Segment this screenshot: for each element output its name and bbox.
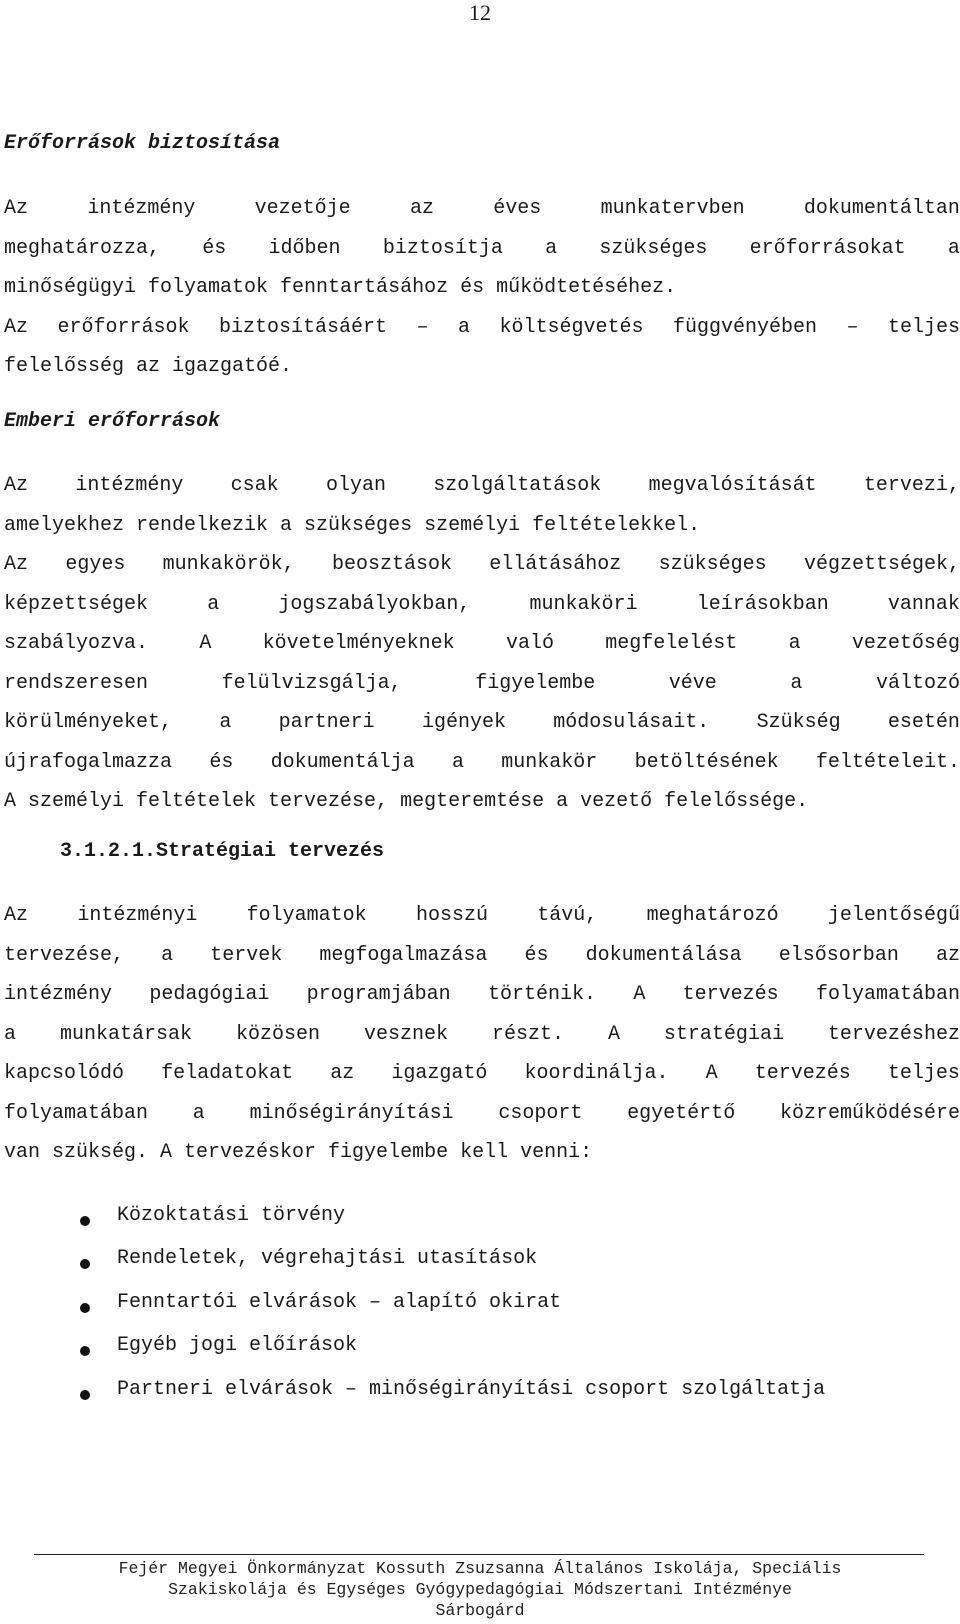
word: rendszeresen [4,671,149,695]
word: partneri [278,711,375,734]
word: újrafogalmazza [4,750,173,774]
word: koordinálja. [524,1062,669,1085]
word: Az [4,315,29,339]
word: intézmény [87,197,196,220]
word: munkakör [501,750,598,774]
word: Az [4,904,29,927]
word: betöltésének [634,750,779,774]
text-line [4,1015,960,1055]
word: figyelembe [475,671,596,695]
word: dokumentálása [585,943,742,967]
paragraph-human-resources [4,466,960,822]
bullet-icon [80,1390,90,1400]
word: erőforrások [57,315,190,339]
word: igazgató [391,1062,488,1085]
text-line [4,189,960,229]
word: minőségirányítási [249,1101,454,1125]
word: dokumentáltan [803,197,960,220]
word: dokumentálja [270,750,415,774]
text-line [4,896,960,936]
word: szabályozva. [4,632,149,655]
word: a [451,750,464,774]
word: feltételeit. [815,750,960,774]
word: távú, [537,904,598,927]
text-line [4,308,960,348]
word: a [788,632,801,655]
word: vannak [887,592,960,616]
text-line [4,743,960,783]
text-line: van szükség. A tervezéskor figyelembe kell venni: [4,1141,593,1164]
word: a [219,711,232,734]
word: a [790,671,803,695]
word: vesznek [363,1022,448,1046]
word: történik. [487,983,597,1006]
word: képzettségek [4,592,149,616]
word: a [161,943,174,967]
word: és [209,750,234,774]
word: véve [668,671,717,695]
word: megvalósítását [648,474,817,497]
word: biztosításáért [218,315,388,339]
text-line [4,975,960,1015]
word: programjában [306,983,451,1006]
word: megfogalmazása [319,943,488,967]
word: megfelelést [605,632,738,655]
word: beosztások [331,553,452,576]
word: csak [230,474,279,497]
word: az [409,197,434,220]
text-line [4,466,960,506]
word: munkakörök, [162,553,295,576]
word: jelentőségű [827,904,960,927]
word: módosulásait. [553,711,710,734]
word: tervezés [754,1062,851,1085]
word: és [524,943,549,967]
word: csoport [498,1101,583,1125]
word: közreműködésére [779,1101,960,1125]
word: éves [493,197,542,220]
text-line: amelyekhez rendelkezik a szükséges személyi feltételekkel. [4,513,701,537]
word: esetén [887,711,960,734]
paragraph-strategic-planning [4,896,960,1173]
word: folyamatában [4,1101,149,1125]
word: tervezése, [4,943,125,967]
word: való [505,632,554,655]
text-line: A személyi feltételek tervezése, megteremtése a vezető felelőssége. [4,790,809,813]
word: költségvetés [499,315,644,339]
footer-line: Sárbogárd [435,1601,525,1620]
text-line [4,229,960,269]
word: tervezi, [863,474,960,497]
word: szükséges [599,236,708,260]
word: az [935,943,960,967]
word: az [330,1062,355,1085]
word: szolgáltatások [433,474,602,497]
footer-divider [34,1554,924,1555]
word: intézmény [4,983,113,1006]
word: szükséges [658,553,767,576]
text-line [4,1054,960,1094]
word: Az [4,197,29,220]
word: – [846,315,859,339]
word: pedagógiai [149,983,270,1006]
word: körülményeket, [4,711,173,734]
text-line: felelősség az igazgatóé. [4,355,293,378]
word: felülvizsgálja, [221,671,402,695]
footer-line: Szakiskolája és Egységes Gyógypedagógiai Módszertani Intézménye [168,1580,792,1599]
text-line [4,936,960,976]
word: a [457,315,470,339]
word: egyes [65,553,126,576]
paragraph-resources [4,189,960,387]
word: erőforrásokat [749,236,906,260]
word: meghatározza, [4,236,161,260]
text-line [4,1094,960,1134]
word: közösen [235,1022,320,1046]
word: függvényében [672,315,817,339]
word: teljes [887,315,960,339]
word: követelményeknek [262,632,455,655]
word: teljes [887,1062,960,1085]
word: igények [421,711,506,734]
page-footer [0,1558,960,1621]
bullet-icon [80,1346,90,1356]
word: A [607,1022,620,1046]
word: A [705,1062,718,1085]
word: Az [4,553,29,576]
word: változó [875,671,960,695]
word: feladatokat [161,1062,294,1085]
word: a [545,236,558,260]
text-line [4,624,960,664]
page-number: 12 [469,0,491,25]
word: végzettségek, [803,553,960,576]
word: tervek [210,943,283,967]
word: kapcsolódó [4,1062,125,1085]
word: olyan [325,474,386,497]
word: ellátásához [489,553,622,576]
word: intézményi [77,904,198,927]
word: Az [4,474,29,497]
word: leírásokban [696,592,829,616]
word: biztosítja [382,236,503,260]
text-line [4,664,960,704]
word: A [199,632,212,655]
word: meghatározó [646,904,779,927]
bullet-icon [80,1259,90,1269]
text-line: minőségügyi folyamatok fenntartásához és működtetéséhez. [4,276,677,299]
word: vezetője [254,197,351,220]
word: egyetértő [627,1101,736,1125]
section-heading-human-resources: Emberi erőforrások [4,410,221,433]
word: folyamatok [246,904,367,927]
text-line [4,545,960,585]
section-title: Stratégiai tervezés [156,840,385,863]
bullet-icon [80,1303,90,1313]
section-heading-strategic-planning [60,840,384,864]
section-number: 3.1.2.1. [60,840,157,863]
word: intézmény [75,474,184,497]
word: tervezéshez [827,1022,960,1046]
word: a [947,236,960,260]
word: a [207,592,220,616]
word: időben [268,236,341,260]
word: tervezés [682,983,779,1006]
word: munkatársak [59,1022,193,1046]
text-line [4,585,960,625]
word: hosszú [415,904,488,927]
word: vezetőség [851,632,960,655]
word: elsősorban [778,943,899,967]
word: A [633,983,646,1006]
footer-line: Fejér Megyei Önkormányzat Kossuth Zsuzsanna Általános Iskolája, Speciális [118,1559,842,1578]
word: részt. [491,1022,564,1046]
word: munkaköri [529,592,638,616]
word: stratégiai [663,1022,784,1046]
word: Szükség [756,711,841,734]
word: folyamatában [815,983,960,1006]
bullet-icon [80,1216,90,1226]
word: – [416,315,429,339]
word: munkatervben [600,197,745,220]
section-heading-resources: Erőforrások biztosítása [4,132,281,155]
word: a [192,1101,205,1125]
text-line [4,703,960,743]
word: jogszabályokban, [278,592,471,616]
word: és [202,236,227,260]
word: a [4,1022,17,1046]
